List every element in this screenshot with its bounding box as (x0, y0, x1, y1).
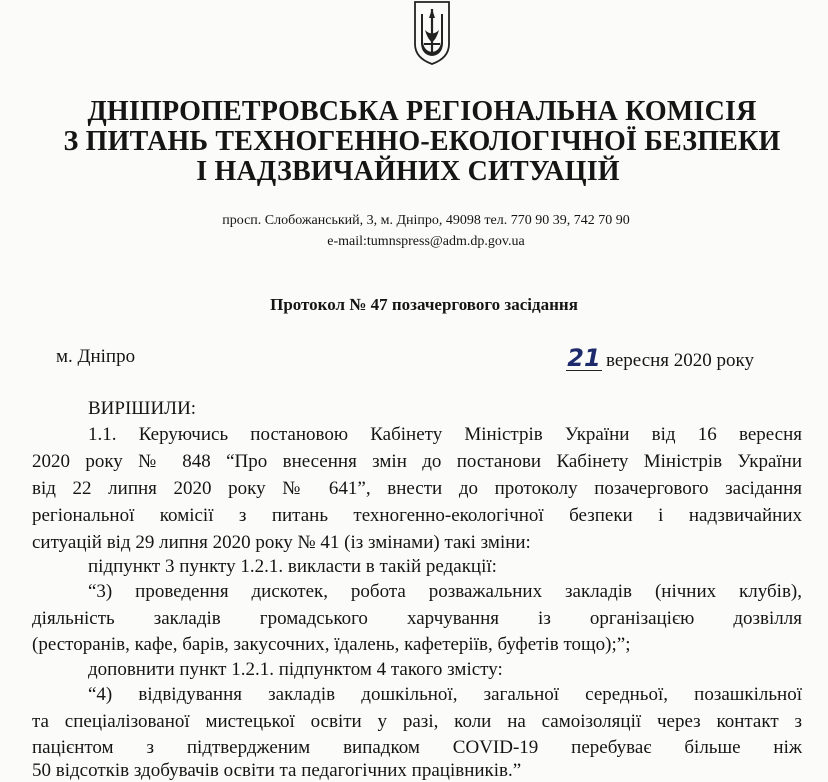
org-title-line-3: І НАДЗВИЧАЙНИХ СИТУАЦІЙ (196, 156, 620, 187)
body-line: підпункт 3 пункту 1.2.1. викласти в такій редакції: (88, 556, 497, 577)
org-title-line-2: З ПИТАНЬ ТЕХНОГЕННО-ЕКОЛОГІЧНОЇ БЕЗПЕКИ (63, 126, 781, 157)
protocol-date-rest: вересня 2020 року (606, 350, 755, 371)
protocol-place: м. Дніпро (56, 346, 136, 367)
body-line: 2020 року № 848 “Про внесення змін до постанови Кабінету Міністрів України (32, 451, 802, 472)
body-line: 1.1. Керуючись постановою Кабінету Міністрів України від 16 вересня (88, 424, 802, 445)
body-line: та спеціалізованої мистецької освіти у разі, коли на самоізоляції через контакт з (32, 711, 802, 732)
body-line: (ресторанів, кафе, барів, закусочних, їдалень, кафетеріїв, буфетів тощо);”; (32, 634, 631, 655)
protocol-date-day: 21 (567, 344, 601, 372)
body-line: “4) відвідування закладів дошкільної, загальної середньої, позашкільної (88, 684, 802, 705)
body-line: пацієнтом з підтвердженим випадком COVID-19 перебуває більше ніж (32, 737, 802, 758)
body-line: від 22 липня 2020 року № 641”, внести до протоколу позачергового засідання (32, 478, 802, 499)
org-title-line-1: ДНІПРОПЕТРОВСЬКА РЕГІОНАЛЬНА КОМІСІЯ (87, 96, 757, 127)
body-line: регіональної комісії з питань техногенно-екологічної безпеки і надзвичайних (32, 505, 802, 526)
body-line: 50 відсотків здобувачів освіти та педагогічних працівників.” (32, 760, 522, 781)
body-line: ВИРІШИЛИ: (88, 398, 197, 419)
trident-emblem-icon (412, 0, 452, 66)
body-line: “3) проведення дискотек, робота розважальних закладів (нічних клубів), (88, 581, 802, 602)
protocol-date (566, 346, 754, 372)
org-address: просп. Слобожанський, 3, м. Дніпро, 49098 тел. 770 90 39, 742 70 90 (222, 213, 630, 228)
body-line: ситуацій від 29 липня 2020 року № 41 (із змінами) такі зміни: (32, 532, 531, 553)
org-email: e-mail:tumnspress@adm.dp.gov.ua (327, 234, 525, 249)
body-line: доповнити пункт 1.2.1. підпунктом 4 такого змісту: (88, 659, 503, 680)
protocol-title: Протокол № 47 позачергового засідання (270, 295, 578, 314)
body-line: діяльність закладів громадського харчування із організацією дозвілля (32, 608, 802, 629)
